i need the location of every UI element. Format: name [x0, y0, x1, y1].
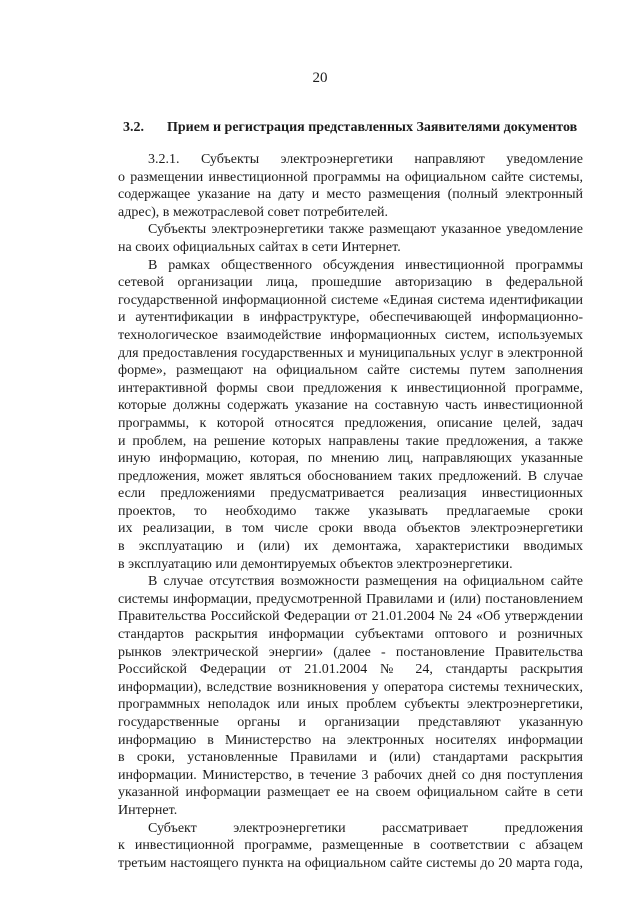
text-line: третьим настоящего пункта на официальном сайте системы до 20 марта года, [118, 855, 583, 871]
section-number: 3.2. [123, 120, 144, 135]
text-line: государственные органы и организации представляют указанную [118, 715, 583, 730]
text-line: их реализации, в том числе сроки ввода объектов электроэнергетики [118, 521, 583, 537]
paragraph-review [118, 820, 583, 873]
paragraph-websites [118, 221, 583, 256]
text-line: адрес), в межотраслевой совет потребителей. [118, 204, 389, 220]
text-line: сетевой организации лица, прошедшие авторизацию в федеральной [118, 275, 583, 291]
text-line: Правительства Российской Федерации от 21.01.2004 № 24 «Об утверждении [118, 609, 583, 625]
paragraph-3-2-1 [118, 151, 583, 221]
body-text [118, 151, 583, 872]
text-line: и проблем, на решение которых направлены такие предложения, а также [118, 433, 583, 449]
text-line: 3.2.1. Субъекты электроэнергетики направляют уведомление [148, 152, 583, 167]
text-line: государственной информационной системе «Единая система идентификации [118, 292, 583, 308]
text-line: В рамках общественного обсуждения инвестиционной программы [148, 257, 583, 273]
paragraph-no-website [118, 573, 583, 819]
text-line: в эксплуатацию и (или) их демонтажа, характеристики вводимых [118, 539, 583, 555]
text-line: и аутентификации в инфраструктуре, обеспечивающей информационно- [118, 310, 583, 326]
text-line: в эксплуатацию или демонтируемых объектов электроэнергетики. [118, 556, 513, 572]
text-line: рынков электрической энергии» (далее - постановление Правительства [118, 644, 583, 660]
text-line: указанной информации размещает ее на своем официальном сайте в сети [118, 785, 583, 801]
text-line: стандартов раскрытия информации субъектами оптового и розничных [118, 627, 583, 643]
text-line: которые должны содержать указание на составную часть инвестиционной [118, 398, 583, 414]
text-line: если предложениями предусматривается реализация инвестиционных [118, 486, 583, 502]
text-line: Российской Федерации от 21.01.2004 № 24, стандарты раскрытия [118, 662, 583, 678]
text-line: программы, к которой относятся предложения, описание целей, задач [118, 415, 583, 431]
text-line: Интернет. [118, 802, 178, 818]
text-line: на своих официальных сайтах в сети Интернет. [118, 239, 401, 255]
text-line: информации), вследствие возникновения у оператора системы технических, [118, 679, 583, 695]
text-line: В случае отсутствия возможности размещения на официальном сайте [148, 574, 583, 590]
text-line: в сроки, установленные Правилами и (или) стандартами раскрытия [118, 750, 583, 766]
text-line: предложения, может являться обоснованием таких предложений. В случае [118, 468, 583, 484]
text-line: для предоставления государственных и муниципальных услуг в электронной [118, 345, 583, 361]
text-line: Субъект электроэнергетики рассматривает предложения [148, 820, 583, 836]
text-line: Субъекты электроэнергетики также размещают указанное уведомление [148, 222, 583, 238]
text-line: проектов, то необходимо также указывать предлагаемые сроки [118, 503, 583, 519]
text-line: программных неполадок или иных проблем субъекты электроэнергетики, [118, 697, 583, 713]
text-line: системы информации, предусмотренной Правилами и (или) постановлением [118, 591, 583, 607]
text-line: информацию в Министерство на электронных носителях информации [118, 732, 583, 748]
section-heading [123, 120, 583, 136]
text-line: форме», размещают на официальном сайте системы путем заполнения [118, 363, 583, 379]
page-number: 20 [312, 70, 328, 86]
text-line: содержащее указание на дату и место размещения (полный электронный [118, 187, 583, 203]
text-line: к инвестиционной программе, размещенные в соответствии с абзацем [118, 838, 583, 854]
text-line: технологическое взаимодействие информационных систем, используемых [118, 327, 583, 343]
section-title: Прием и регистрация представленных Заявителями документов [167, 120, 578, 135]
text-line: иную информацию, которая, по мнению лиц, направляющих указанные [118, 451, 583, 467]
paragraph-public-discussion [118, 257, 583, 574]
text-line: о размещении инвестиционной программы на официальном сайте системы, [118, 169, 583, 185]
text-line: интерактивной формы свои предложения к инвестиционной программе, [118, 380, 583, 396]
text-line: информации. Министерство, в течение 3 рабочих дней со дня поступления [118, 767, 583, 783]
